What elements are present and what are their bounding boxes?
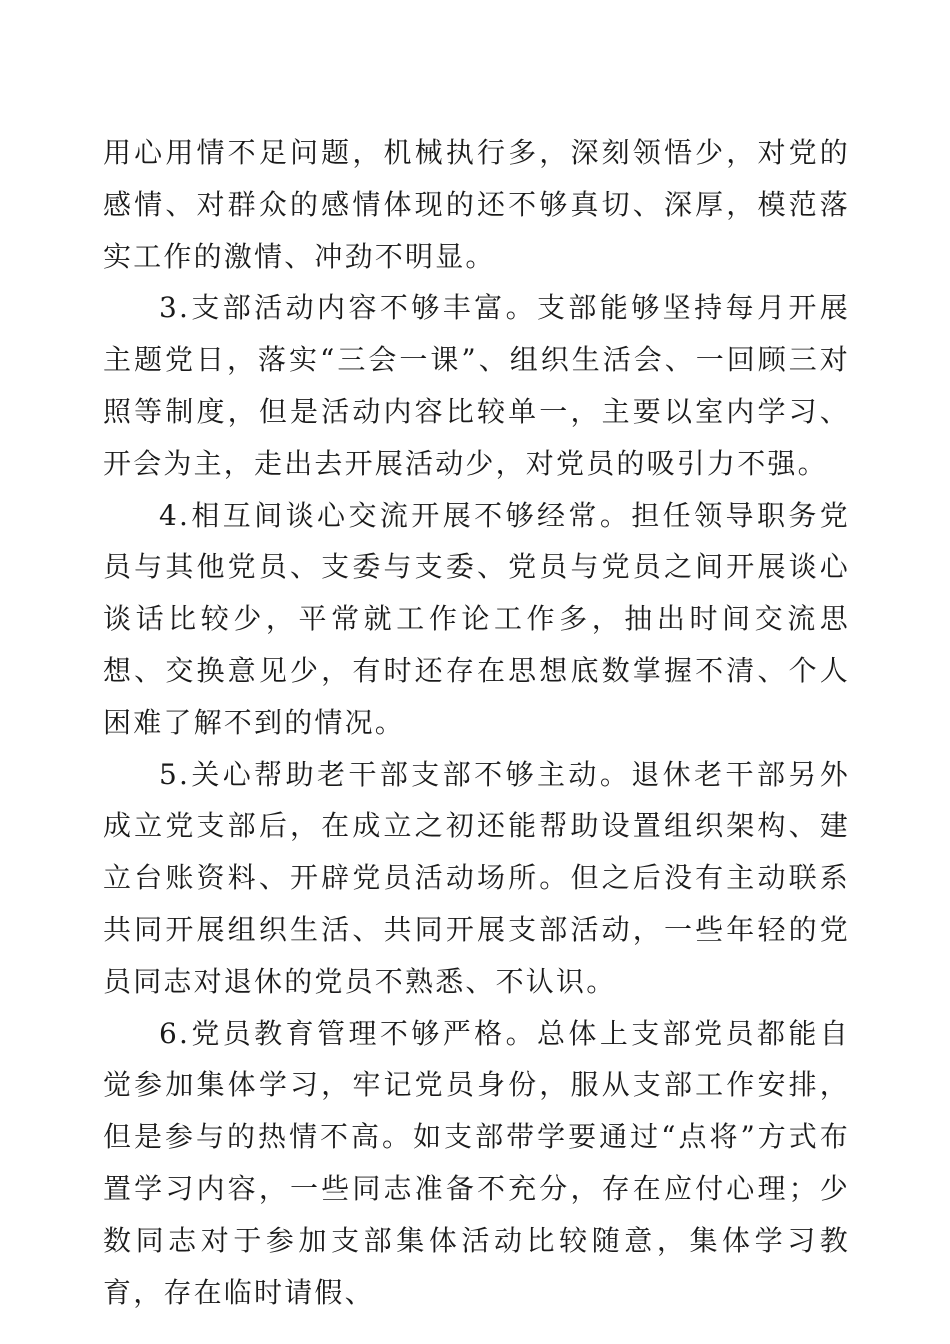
- paragraph-continuation: 用心用情不足问题，机械执行多，深刻领悟少，对党的感情、对群众的感情体现的还不够真切、深厚，模范落实工作的激情、冲劲不明显。: [103, 136, 850, 273]
- paragraph-item-3: 3.支部活动内容不够丰富。支部能够坚持每月开展主题党日，落实“三会一课”、组织生活会、一回顾三对照等制度，但是活动内容比较单一，主要以室内学习、开会为主，走出去开展活动少，对党员的吸引力不强。: [103, 291, 850, 480]
- document-body: [103, 127, 850, 1318]
- paragraph-item-6: 6.党员教育管理不够严格。总体上支部党员都能自觉参加集体学习，牢记党员身份，服从支部工作安排，但是参与的热情不高。如支部带学要通过“点将”方式布置学习内容，一些同志准备不充分，存在应付心理；少数同志对于参加支部集体活动比较随意，集体学习教育，存在临时请假、: [103, 1016, 850, 1309]
- paragraph-item-4: 4.相互间谈心交流开展不够经常。担任领导职务党员与其他党员、支委与支委、党员与党员之间开展谈心谈话比较少，平常就工作论工作多，抽出时间交流思想、交换意见少，有时还存在思想底数掌握不清、个人困难了解不到的情况。: [103, 498, 850, 739]
- paragraph-item-5: 5.关心帮助老干部支部不够主动。退休老干部另外成立党支部后，在成立之初还能帮助设置组织架构、建立台账资料、开辟党员活动场所。但之后没有主动联系共同开展组织生活、共同开展支部活动，一些年轻的党员同志对退休的党员不熟悉、不认识。: [103, 757, 850, 998]
